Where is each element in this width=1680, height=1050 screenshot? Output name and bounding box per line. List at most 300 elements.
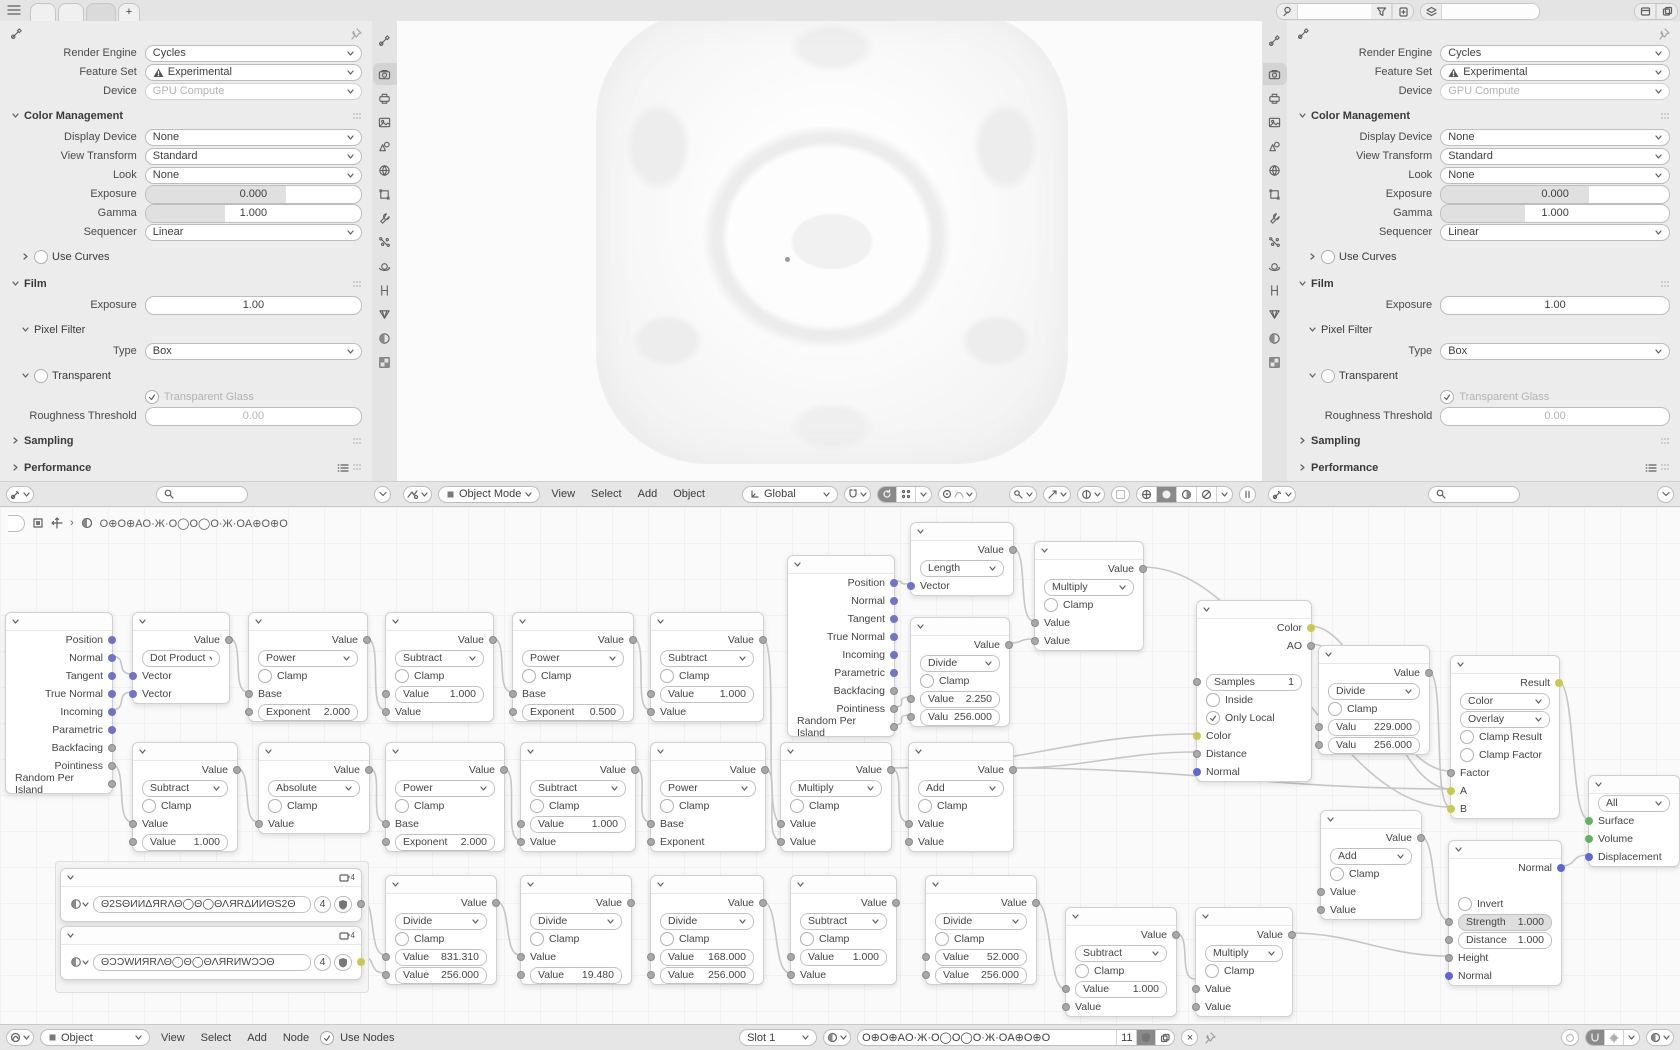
- math-subtract-2-node[interactable]: [650, 612, 764, 722]
- render-engine-select[interactable]: Cycles: [1440, 45, 1670, 62]
- socket[interactable]: [647, 708, 655, 716]
- node-collapse-header[interactable]: [1589, 776, 1679, 794]
- properties-tab-camera-icon[interactable]: [1263, 63, 1287, 85]
- checkbox-clamp[interactable]: Clamp: [386, 797, 504, 815]
- operation-select[interactable]: All: [1589, 794, 1679, 812]
- node-collapse-header[interactable]: [259, 743, 369, 761]
- drag-dots-icon[interactable]: [352, 437, 362, 445]
- pin-icon[interactable]: [1658, 28, 1670, 40]
- operation-select[interactable]: Multiply: [1196, 944, 1292, 962]
- view-transform-select[interactable]: Standard: [145, 148, 362, 165]
- workspace-tab-2[interactable]: [58, 3, 84, 22]
- shading-mode-group[interactable]: [1136, 486, 1233, 503]
- socket[interactable]: [907, 582, 915, 590]
- drag-dots-icon[interactable]: [337, 463, 362, 473]
- socket[interactable]: [1172, 931, 1180, 939]
- vector-math-length-node[interactable]: [910, 522, 1014, 596]
- checkbox-clamp[interactable]: Clamp: [386, 667, 493, 685]
- socket[interactable]: [787, 953, 795, 961]
- node-collapse-header[interactable]: [909, 743, 1013, 761]
- checkbox-clamp[interactable]: Clamp: [1196, 962, 1292, 980]
- checkbox-invert[interactable]: Invert: [1449, 895, 1561, 913]
- checkbox-clamp[interactable]: Clamp: [249, 667, 367, 685]
- workspace-tab-1[interactable]: [30, 3, 56, 22]
- node-collapse-header[interactable]: [513, 613, 633, 631]
- socket[interactable]: [890, 687, 898, 695]
- scene-name-field[interactable]: [1298, 4, 1371, 19]
- material-name-field[interactable]: O⊕O⊕AO·Ж·O◯O◯O·Ж·OA⊕O⊕O: [858, 1030, 1117, 1045]
- viewlayer-icon[interactable]: [1421, 4, 1442, 19]
- section-pixel-filter[interactable]: [0, 320, 372, 340]
- properties-tab-tool-icon[interactable]: [1263, 29, 1287, 51]
- checkbox-clamp[interactable]: Clamp: [521, 930, 631, 948]
- operation-select[interactable]: Subtract: [521, 779, 635, 797]
- operation-select[interactable]: Length: [911, 559, 1013, 577]
- node-collapse-header[interactable]: [386, 743, 504, 761]
- copy-material-icon[interactable]: [1156, 1030, 1174, 1045]
- operation-select[interactable]: Subtract: [651, 649, 763, 667]
- node-collapse-header[interactable]: [521, 743, 635, 761]
- sidebar-toggle-icon[interactable]: [8, 515, 25, 532]
- image-texture-node-1[interactable]: [60, 868, 362, 922]
- image-texture-node-2[interactable]: [60, 926, 362, 980]
- properties-tab-scene-icon[interactable]: [1263, 135, 1287, 157]
- node-collapse-header[interactable]: [788, 556, 894, 574]
- drag-dots-icon[interactable]: [352, 112, 362, 120]
- socket[interactable]: [647, 690, 655, 698]
- value-field-value[interactable]: Value 2.250: [911, 690, 1009, 708]
- value-field-value[interactable]: Value 256.000: [651, 966, 763, 984]
- node-collapse-header[interactable]: [386, 613, 493, 631]
- socket[interactable]: [890, 669, 898, 677]
- fake-user-shield-icon[interactable]: [1137, 1030, 1156, 1045]
- image-users-count[interactable]: 4: [314, 954, 331, 971]
- section-sampling[interactable]: [1287, 431, 1680, 451]
- socket[interactable]: [922, 953, 930, 961]
- operation-select[interactable]: Divide: [386, 912, 496, 930]
- screen-layout-icon[interactable]: [1635, 4, 1656, 19]
- operation-select[interactable]: Subtract: [386, 649, 493, 667]
- section-transparent[interactable]: [0, 366, 372, 386]
- value-field-value[interactable]: Value 256.000: [386, 966, 496, 984]
- checkbox-clamp[interactable]: Clamp: [386, 930, 496, 948]
- device-select[interactable]: GPU Compute: [145, 83, 362, 100]
- math-power-2-node[interactable]: [512, 612, 634, 722]
- operation-select[interactable]: Add: [1321, 847, 1421, 865]
- menu-view[interactable]: View: [551, 488, 576, 500]
- math-divide-6-node[interactable]: [925, 875, 1037, 985]
- node-collapse-header[interactable]: [926, 876, 1036, 894]
- math-power-1-node[interactable]: [248, 612, 368, 722]
- socket[interactable]: [357, 900, 365, 908]
- properties-tab-scene-icon[interactable]: [373, 135, 397, 157]
- socket[interactable]: [108, 726, 116, 734]
- socket[interactable]: [1447, 805, 1455, 813]
- socket[interactable]: [108, 708, 116, 716]
- render-engine-select[interactable]: Cycles: [145, 45, 362, 62]
- properties-tab-world-icon[interactable]: [1263, 159, 1287, 181]
- value-field-value[interactable]: Value 1.000: [521, 815, 635, 833]
- operation-select[interactable]: Subtract: [791, 912, 896, 930]
- socket[interactable]: [233, 766, 241, 774]
- snap-toggle[interactable]: [844, 486, 871, 503]
- socket[interactable]: [108, 762, 116, 770]
- socket[interactable]: [922, 971, 930, 979]
- image-users-count[interactable]: 4: [314, 896, 331, 913]
- math-subtract-3-node[interactable]: [132, 742, 238, 852]
- socket[interactable]: [1445, 936, 1453, 944]
- node-collapse-header[interactable]: [521, 876, 631, 894]
- node-collapse-header[interactable]: [1066, 908, 1176, 926]
- transparent-glass-checkbox[interactable]: [1440, 390, 1454, 404]
- image-name-field[interactable]: Θ2SΘИИΔЯRΛΘ◯Θ◯ΘΛЯRΔИИΘS2Θ: [93, 896, 311, 913]
- value-field-value[interactable]: Value 52.000: [926, 948, 1036, 966]
- viewport-object[interactable]: [597, 21, 1067, 463]
- socket[interactable]: [255, 820, 263, 828]
- checkbox-clamp[interactable]: Clamp: [133, 797, 237, 815]
- material-browse-button[interactable]: [823, 1029, 851, 1046]
- exposure-slider[interactable]: 1.00: [145, 296, 362, 315]
- socket[interactable]: [129, 690, 137, 698]
- socket[interactable]: [129, 672, 137, 680]
- socket[interactable]: [1062, 1003, 1070, 1011]
- add-workspace-tab[interactable]: +: [118, 3, 140, 22]
- node-collapse-header[interactable]: [1197, 601, 1311, 619]
- socket[interactable]: [1555, 679, 1563, 687]
- ambient-occlusion-node[interactable]: [1196, 600, 1312, 782]
- node-editor-type-button[interactable]: [6, 1029, 34, 1046]
- math-divide-3-node[interactable]: [385, 875, 497, 985]
- properties-tab-data-icon[interactable]: [1263, 303, 1287, 325]
- look-select[interactable]: None: [1440, 167, 1670, 184]
- look-select[interactable]: None: [145, 167, 362, 184]
- socket[interactable]: [1193, 732, 1201, 740]
- socket[interactable]: [357, 958, 365, 966]
- gamma-slider[interactable]: 1.000: [145, 204, 362, 223]
- socket[interactable]: [1307, 624, 1315, 632]
- socket[interactable]: [1192, 985, 1200, 993]
- node-snap-grid-icon[interactable]: [1605, 1030, 1624, 1045]
- checkbox-only-local[interactable]: Only Local: [1197, 709, 1311, 727]
- viewlayer-selector[interactable]: [1420, 3, 1540, 20]
- socket[interactable]: [1032, 899, 1040, 907]
- value-field-value[interactable]: Value 19.480: [521, 966, 631, 984]
- socket[interactable]: [108, 654, 116, 662]
- operation-select[interactable]: Absolute: [259, 779, 369, 797]
- geometry-2-node[interactable]: [787, 555, 895, 737]
- node-collapse-header[interactable]: [791, 876, 896, 894]
- overlays-dropdown[interactable]: [1077, 486, 1105, 503]
- properties-tab-particles-icon[interactable]: [373, 231, 397, 253]
- checkbox-clamp[interactable]: Clamp: [911, 672, 1009, 690]
- section-pixel-filter[interactable]: [1287, 320, 1680, 340]
- hamburger-menu-icon[interactable]: [7, 4, 21, 16]
- properties-tab-particles-icon[interactable]: [1263, 231, 1287, 253]
- node-collapse-header[interactable]: [1319, 646, 1429, 664]
- node-collapse-header[interactable]: [249, 613, 367, 631]
- socket[interactable]: [108, 672, 116, 680]
- section-performance[interactable]: [0, 458, 372, 478]
- properties-tab-wrench-icon[interactable]: [1263, 207, 1287, 229]
- exposure-slider[interactable]: 0.000: [1440, 185, 1670, 204]
- node-collapse-header[interactable]: [1451, 656, 1559, 674]
- socket[interactable]: [1585, 817, 1593, 825]
- value-field-value[interactable]: Value 1.000: [651, 685, 763, 703]
- viewport-3d[interactable]: [397, 21, 1262, 481]
- socket[interactable]: [382, 820, 390, 828]
- duplicate-layout-icon[interactable]: [1656, 4, 1677, 19]
- value-field-distance[interactable]: Distance 1.000: [1449, 931, 1561, 949]
- socket[interactable]: [761, 766, 769, 774]
- socket[interactable]: [382, 971, 390, 979]
- operation-select[interactable]: Divide: [926, 912, 1036, 930]
- socket[interactable]: [1193, 750, 1201, 758]
- properties-tab-texture-icon[interactable]: [1263, 351, 1287, 373]
- properties-tab-data-icon[interactable]: [373, 303, 397, 325]
- socket[interactable]: [1445, 918, 1453, 926]
- value-field-exponent[interactable]: Exponent 0.500: [513, 703, 633, 721]
- operation-select[interactable]: Subtract: [1066, 944, 1176, 962]
- socket[interactable]: [890, 705, 898, 713]
- socket[interactable]: [759, 636, 767, 644]
- value-field-value[interactable]: Value 1.000: [1066, 980, 1176, 998]
- value-field-samples[interactable]: Samples 1: [1197, 673, 1311, 691]
- shading-wireframe-icon[interactable]: [1137, 487, 1157, 502]
- socket[interactable]: [382, 708, 390, 716]
- proportional-edit-group[interactable]: [877, 486, 932, 503]
- value-field-value[interactable]: Value 1.000: [791, 948, 896, 966]
- socket[interactable]: [108, 744, 116, 752]
- socket[interactable]: [1031, 619, 1039, 627]
- properties-tab-camera-icon[interactable]: [373, 63, 397, 85]
- socket[interactable]: [382, 690, 390, 698]
- node-snap-magnet-icon[interactable]: [1586, 1030, 1605, 1045]
- material-datablock[interactable]: [857, 1029, 1175, 1046]
- checkbox-clamp[interactable]: Clamp: [513, 667, 633, 685]
- checkbox-clamp[interactable]: Clamp: [781, 797, 891, 815]
- scene-selector[interactable]: [1276, 3, 1414, 20]
- value-field-valu[interactable]: Valu 256.000: [911, 708, 1009, 726]
- properties-search-left[interactable]: [156, 486, 248, 503]
- proportional-chevron[interactable]: [916, 487, 931, 502]
- socket[interactable]: [1447, 787, 1455, 795]
- mix-color-node[interactable]: [1450, 655, 1560, 819]
- rotate-tool-icon[interactable]: [878, 487, 897, 502]
- checkbox-inside[interactable]: Inside: [1197, 691, 1311, 709]
- viewport-editor-type-button[interactable]: [403, 486, 432, 503]
- socket[interactable]: [129, 838, 137, 846]
- section-color-management[interactable]: [0, 106, 372, 126]
- device-select[interactable]: GPU Compute: [1440, 83, 1670, 100]
- socket[interactable]: [517, 953, 525, 961]
- socket[interactable]: [489, 636, 497, 644]
- socket[interactable]: [890, 579, 898, 587]
- math-divide-1-node[interactable]: [910, 617, 1010, 727]
- value-field-value[interactable]: Value 1.000: [386, 685, 493, 703]
- math-divide-5-node[interactable]: [650, 875, 764, 985]
- properties-tab-world-icon[interactable]: [373, 159, 397, 181]
- operation-select[interactable]: Subtract: [133, 779, 237, 797]
- socket[interactable]: [1315, 741, 1323, 749]
- socket[interactable]: [108, 780, 116, 788]
- math-add-2-node[interactable]: [1320, 810, 1422, 920]
- shading-chevron[interactable]: [1217, 487, 1232, 502]
- socket[interactable]: [1009, 546, 1017, 554]
- menu-select[interactable]: Select: [591, 488, 622, 500]
- socket[interactable]: [1031, 637, 1039, 645]
- node-snap-group[interactable]: [1585, 1029, 1640, 1046]
- node-collapse-header[interactable]: [911, 523, 1013, 541]
- node-overlays-dropdown[interactable]: [1646, 1029, 1674, 1046]
- node-collapse-header[interactable]: [1035, 542, 1143, 560]
- socket[interactable]: [1417, 834, 1425, 842]
- pin-icon[interactable]: [350, 28, 362, 40]
- operation-select[interactable]: Multiply: [1035, 578, 1143, 596]
- display-device-select[interactable]: None: [1440, 129, 1670, 146]
- socket[interactable]: [759, 899, 767, 907]
- bump-node[interactable]: [1448, 840, 1562, 986]
- viewlayer-name-field[interactable]: [1442, 4, 1539, 19]
- operation-select[interactable]: Multiply: [781, 779, 891, 797]
- feature-set-select[interactable]: Experimental: [145, 64, 362, 81]
- socket[interactable]: [1193, 768, 1201, 776]
- socket[interactable]: [887, 766, 895, 774]
- socket[interactable]: [629, 636, 637, 644]
- checkbox-clamp-factor[interactable]: Clamp Factor: [1451, 746, 1559, 764]
- properties-tab-object-icon[interactable]: [1263, 183, 1287, 205]
- socket[interactable]: [492, 899, 500, 907]
- shader-node-editor[interactable]: [0, 507, 1680, 1050]
- socket[interactable]: [1062, 985, 1070, 993]
- section-film[interactable]: [0, 274, 372, 294]
- slot-select[interactable]: Slot 1: [739, 1029, 817, 1046]
- node-menu-select[interactable]: Select: [200, 1031, 232, 1044]
- socket[interactable]: [1445, 972, 1453, 980]
- type-select[interactable]: Box: [145, 343, 362, 360]
- socket[interactable]: [647, 953, 655, 961]
- value-field-valu[interactable]: Valu 229.000: [1319, 718, 1429, 736]
- checkbox-clamp[interactable]: Clamp: [791, 930, 896, 948]
- display-device-select[interactable]: None: [145, 129, 362, 146]
- properties-tab-constraints-icon[interactable]: [373, 279, 397, 301]
- node-collapse-header[interactable]: [386, 876, 496, 894]
- socket[interactable]: [1307, 642, 1315, 650]
- value-field-value[interactable]: Value 831.310: [386, 948, 496, 966]
- socket[interactable]: [517, 820, 525, 828]
- socket[interactable]: [892, 899, 900, 907]
- operation-select[interactable]: Power: [249, 649, 367, 667]
- node-collapse-header[interactable]: [651, 613, 763, 631]
- node-collapse-header[interactable]: [133, 743, 237, 761]
- section-transparent[interactable]: [1287, 366, 1680, 386]
- node-menu-node[interactable]: Node: [282, 1031, 310, 1044]
- roughness-threshold-slider[interactable]: 0.00: [1440, 407, 1670, 426]
- socket[interactable]: [382, 838, 390, 846]
- checkbox-clamp[interactable]: Clamp: [651, 797, 765, 815]
- checkbox-clamp[interactable]: Clamp: [651, 667, 763, 685]
- socket[interactable]: [108, 636, 116, 644]
- socket[interactable]: [905, 838, 913, 846]
- math-multiply-2-node[interactable]: [780, 742, 892, 852]
- checkbox-clamp[interactable]: Clamp: [1319, 700, 1429, 718]
- socket[interactable]: [1585, 835, 1593, 843]
- section-checkbox[interactable]: [1321, 369, 1335, 383]
- drag-dots-icon[interactable]: [1660, 112, 1670, 120]
- pin-icon-node-header[interactable]: [1204, 1032, 1216, 1044]
- socket[interactable]: [777, 820, 785, 828]
- editor-type-button-right[interactable]: [1268, 486, 1296, 503]
- operation-select[interactable]: Power: [651, 779, 765, 797]
- properties-tab-physics-icon[interactable]: [1263, 255, 1287, 277]
- math-multiply-1-node[interactable]: [1034, 541, 1144, 651]
- transform-orientation-select[interactable]: Global: [742, 486, 838, 503]
- socket[interactable]: [890, 651, 898, 659]
- socket[interactable]: [1005, 641, 1013, 649]
- properties-tab-printer-icon[interactable]: [1263, 87, 1287, 109]
- properties-tab-texture-icon[interactable]: [373, 351, 397, 373]
- checkbox-clamp-result[interactable]: Clamp Result: [1451, 728, 1559, 746]
- drag-dots-icon[interactable]: [1660, 280, 1670, 288]
- node-collapse-header[interactable]: [1196, 908, 1292, 926]
- operation-select[interactable]: Divide: [521, 912, 631, 930]
- checkbox-clamp[interactable]: Clamp: [1035, 596, 1143, 614]
- drag-dots-icon[interactable]: [1645, 463, 1670, 473]
- value-field-value[interactable]: Value 168.000: [651, 948, 763, 966]
- transparent-glass-checkbox[interactable]: [145, 390, 159, 404]
- type-select[interactable]: Box: [1440, 343, 1670, 360]
- grid-dots-icon[interactable]: [897, 487, 916, 502]
- node-collapse-header[interactable]: [1449, 841, 1561, 859]
- shading-rendered-icon[interactable]: [1197, 487, 1217, 502]
- math-absolute-node[interactable]: [258, 742, 370, 834]
- operation-select[interactable]: Power: [386, 779, 504, 797]
- properties-tab-tool-icon[interactable]: [373, 29, 397, 51]
- section-use-curves[interactable]: Use Curves: [1287, 247, 1680, 267]
- node-collapse-header[interactable]: [651, 876, 763, 894]
- socket[interactable]: [517, 838, 525, 846]
- math-power-3-node[interactable]: [385, 742, 505, 852]
- node-collapse-header[interactable]: [6, 613, 112, 631]
- operation-select[interactable]: Divide: [1319, 682, 1429, 700]
- material-output-node[interactable]: [1588, 775, 1680, 867]
- socket[interactable]: [787, 971, 795, 979]
- socket[interactable]: [647, 971, 655, 979]
- image-fake-user-shield-icon[interactable]: [334, 896, 352, 913]
- operation-select[interactable]: Color: [1451, 692, 1559, 710]
- value-field-value[interactable]: Value 1.000: [133, 833, 237, 851]
- section-sampling[interactable]: [0, 431, 372, 451]
- new-scene-icon[interactable]: [1392, 4, 1413, 19]
- properties-tab-object-icon[interactable]: [373, 183, 397, 205]
- roughness-threshold-slider[interactable]: 0.00: [145, 407, 362, 426]
- node-menu-add[interactable]: Add: [247, 1031, 267, 1044]
- properties-tab-physics-icon[interactable]: [373, 255, 397, 277]
- socket[interactable]: [1315, 723, 1323, 731]
- socket[interactable]: [225, 636, 233, 644]
- node-snap-chevron[interactable]: [1624, 1030, 1639, 1045]
- properties-search-right[interactable]: [1428, 486, 1520, 503]
- exposure-slider[interactable]: 0.000: [145, 185, 362, 204]
- unlink-material-button[interactable]: ×: [1181, 1029, 1198, 1046]
- socket[interactable]: [1193, 678, 1201, 686]
- checkbox-clamp[interactable]: Clamp: [521, 797, 635, 815]
- show-gizmo-dropdown[interactable]: [1009, 486, 1037, 503]
- node-collapse-header[interactable]: [911, 618, 1009, 636]
- section-color-management[interactable]: [1287, 106, 1680, 126]
- checkbox-clamp[interactable]: Clamp: [1321, 865, 1421, 883]
- math-multiply-3-node[interactable]: [1195, 907, 1293, 1017]
- value-field-value[interactable]: Value 256.000: [926, 966, 1036, 984]
